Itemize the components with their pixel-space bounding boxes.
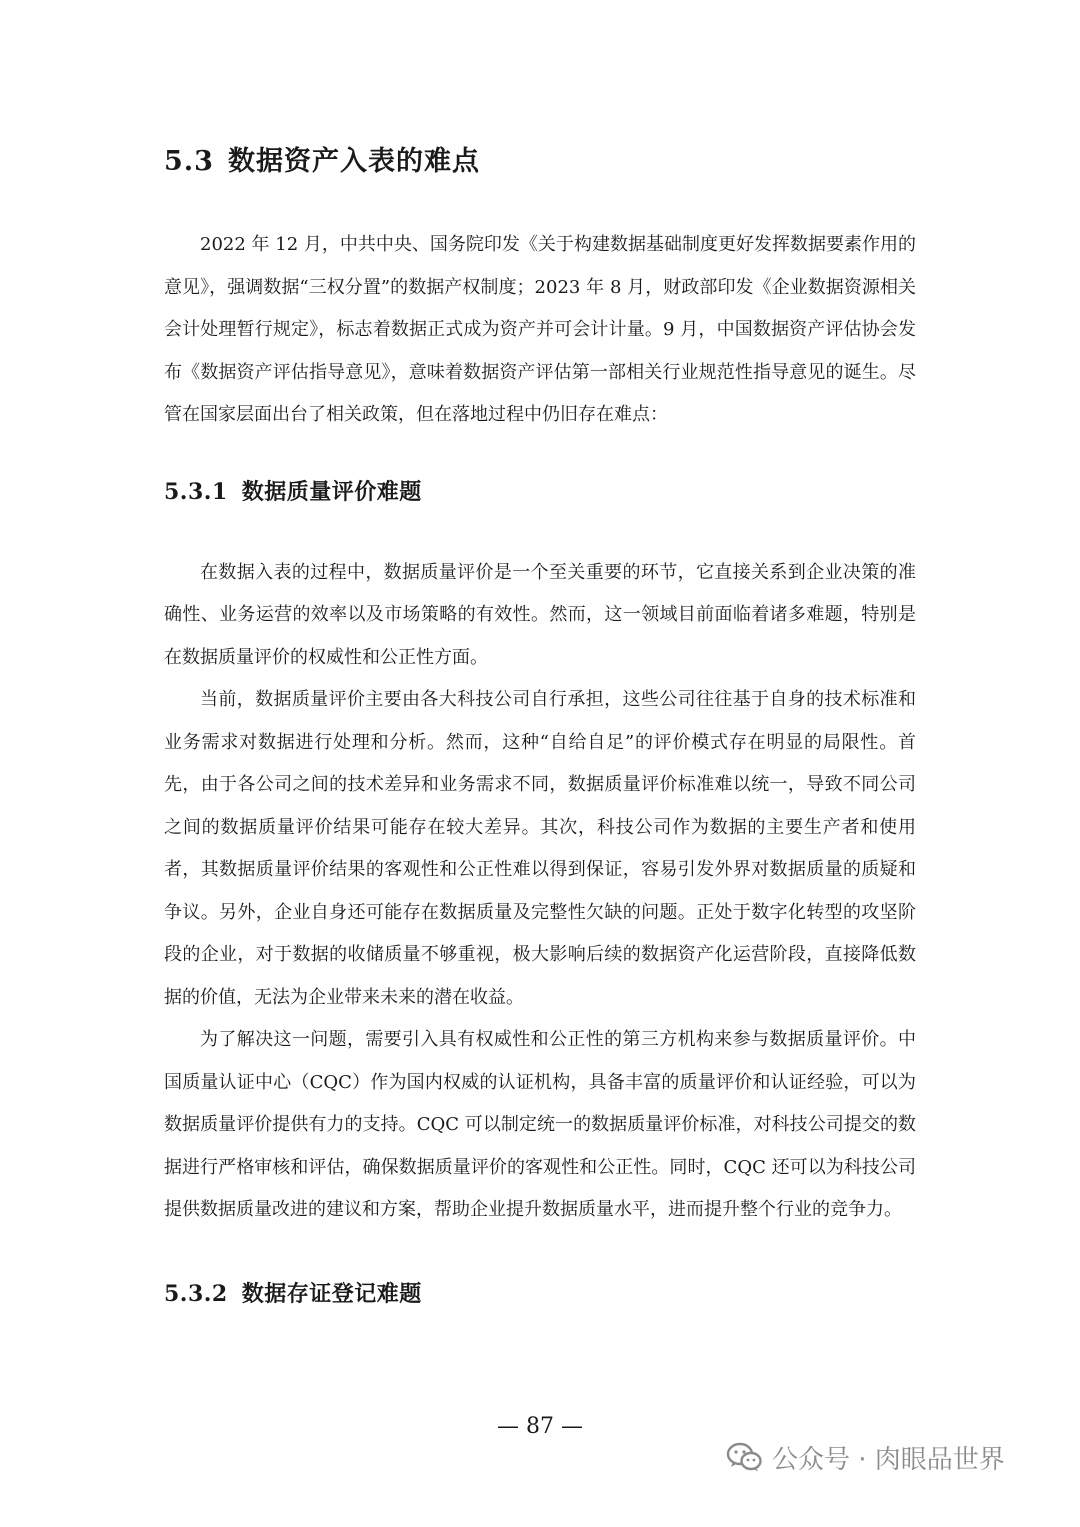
subsection-heading-1 [164,472,916,512]
page-content [164,140,916,1314]
wechat-icon [726,1441,762,1473]
section-heading [164,140,916,184]
page-number: — 87 — [497,1414,583,1439]
section-intro-paragraph: 2022 年 12 月，中共中央、国务院印发《关于构建数据基础制度更好发挥数据要素作用的意见》，强调数据“三权分置”的数据产权制度；2023 年 8 月，财政部印发《企业数据资源相关会计处理暂行规定》，标志着数据正式成为资产并可会计计量。9 月，中国数据资产评估协会发布《数据资产评估指导意见》，意味着数据资产评估第一部相关行业规范性指导意见的诞生。尽管在国家层面出台了相关政策，但在落地过程中仍旧存在难点： [164,234,916,425]
subsection-number-1: 5.3.1 [164,478,228,505]
section-number: 5.3 [164,146,214,177]
subsection-number-2: 5.3.2 [164,1280,228,1307]
section-title: 数据资产入表的难点 [227,146,480,177]
paragraph-3: 为了解决这一问题，需要引入具有权威性和公正性的第三方机构来参与数据质量评价。中国质量认证中心（CQC）作为国内权威的认证机构，具备丰富的质量评价和认证经验，可以为数据质量评价提供有力的支持。CQC 可以制定统一的数据质量评价标准，对科技公司提交的数据进行严格审核和评估，确保数据质量评价的客观性和公正性。同时，CQC 还可以为科技公司提供数据质量改进的建议和方案，帮助企业提升数据质量水平，进而提升整个行业的竞争力。 [164,1029,916,1220]
watermark-text: 公众号 · 肉眼品世界 [772,1444,1005,1475]
watermark [726,1432,1005,1482]
subsection-heading-2 [164,1274,916,1314]
subsection-title-2: 数据存证登记难题 [241,1280,422,1307]
subsection-title-1: 数据质量评价难题 [241,478,422,505]
paragraph-2: 当前，数据质量评价主要由各大科技公司自行承担，这些公司往往基于自身的技术标准和业务需求对数据进行处理和分析。然而，这种“自给自足”的评价模式存在明显的局限性。首先，由于各公司之间的技术差异和业务需求不同，数据质量评价标准难以统一，导致不同公司之间的数据质量评价结果可能存在较大差异。其次，科技公司作为数据的主要生产者和使用者，其数据质量评价结果的客观性和公正性难以得到保证，容易引发外界对数据质量的质疑和争议。另外，企业自身还可能存在数据质量及完整性欠缺的问题。正处于数字化转型的攻坚阶段的企业，对于数据的收储质量不够重视，极大影响后续的数据资产化运营阶段，直接降低数据的价值，无法为企业带来未来的潜在收益。 [164,689,916,1008]
paragraph-1: 在数据入表的过程中，数据质量评价是一个至关重要的环节，它直接关系到企业决策的准确性、业务运营的效率以及市场策略的有效性。然而，这一领域目前面临着诸多难题，特别是在数据质量评价的权威性和公正性方面。 [164,561,916,668]
